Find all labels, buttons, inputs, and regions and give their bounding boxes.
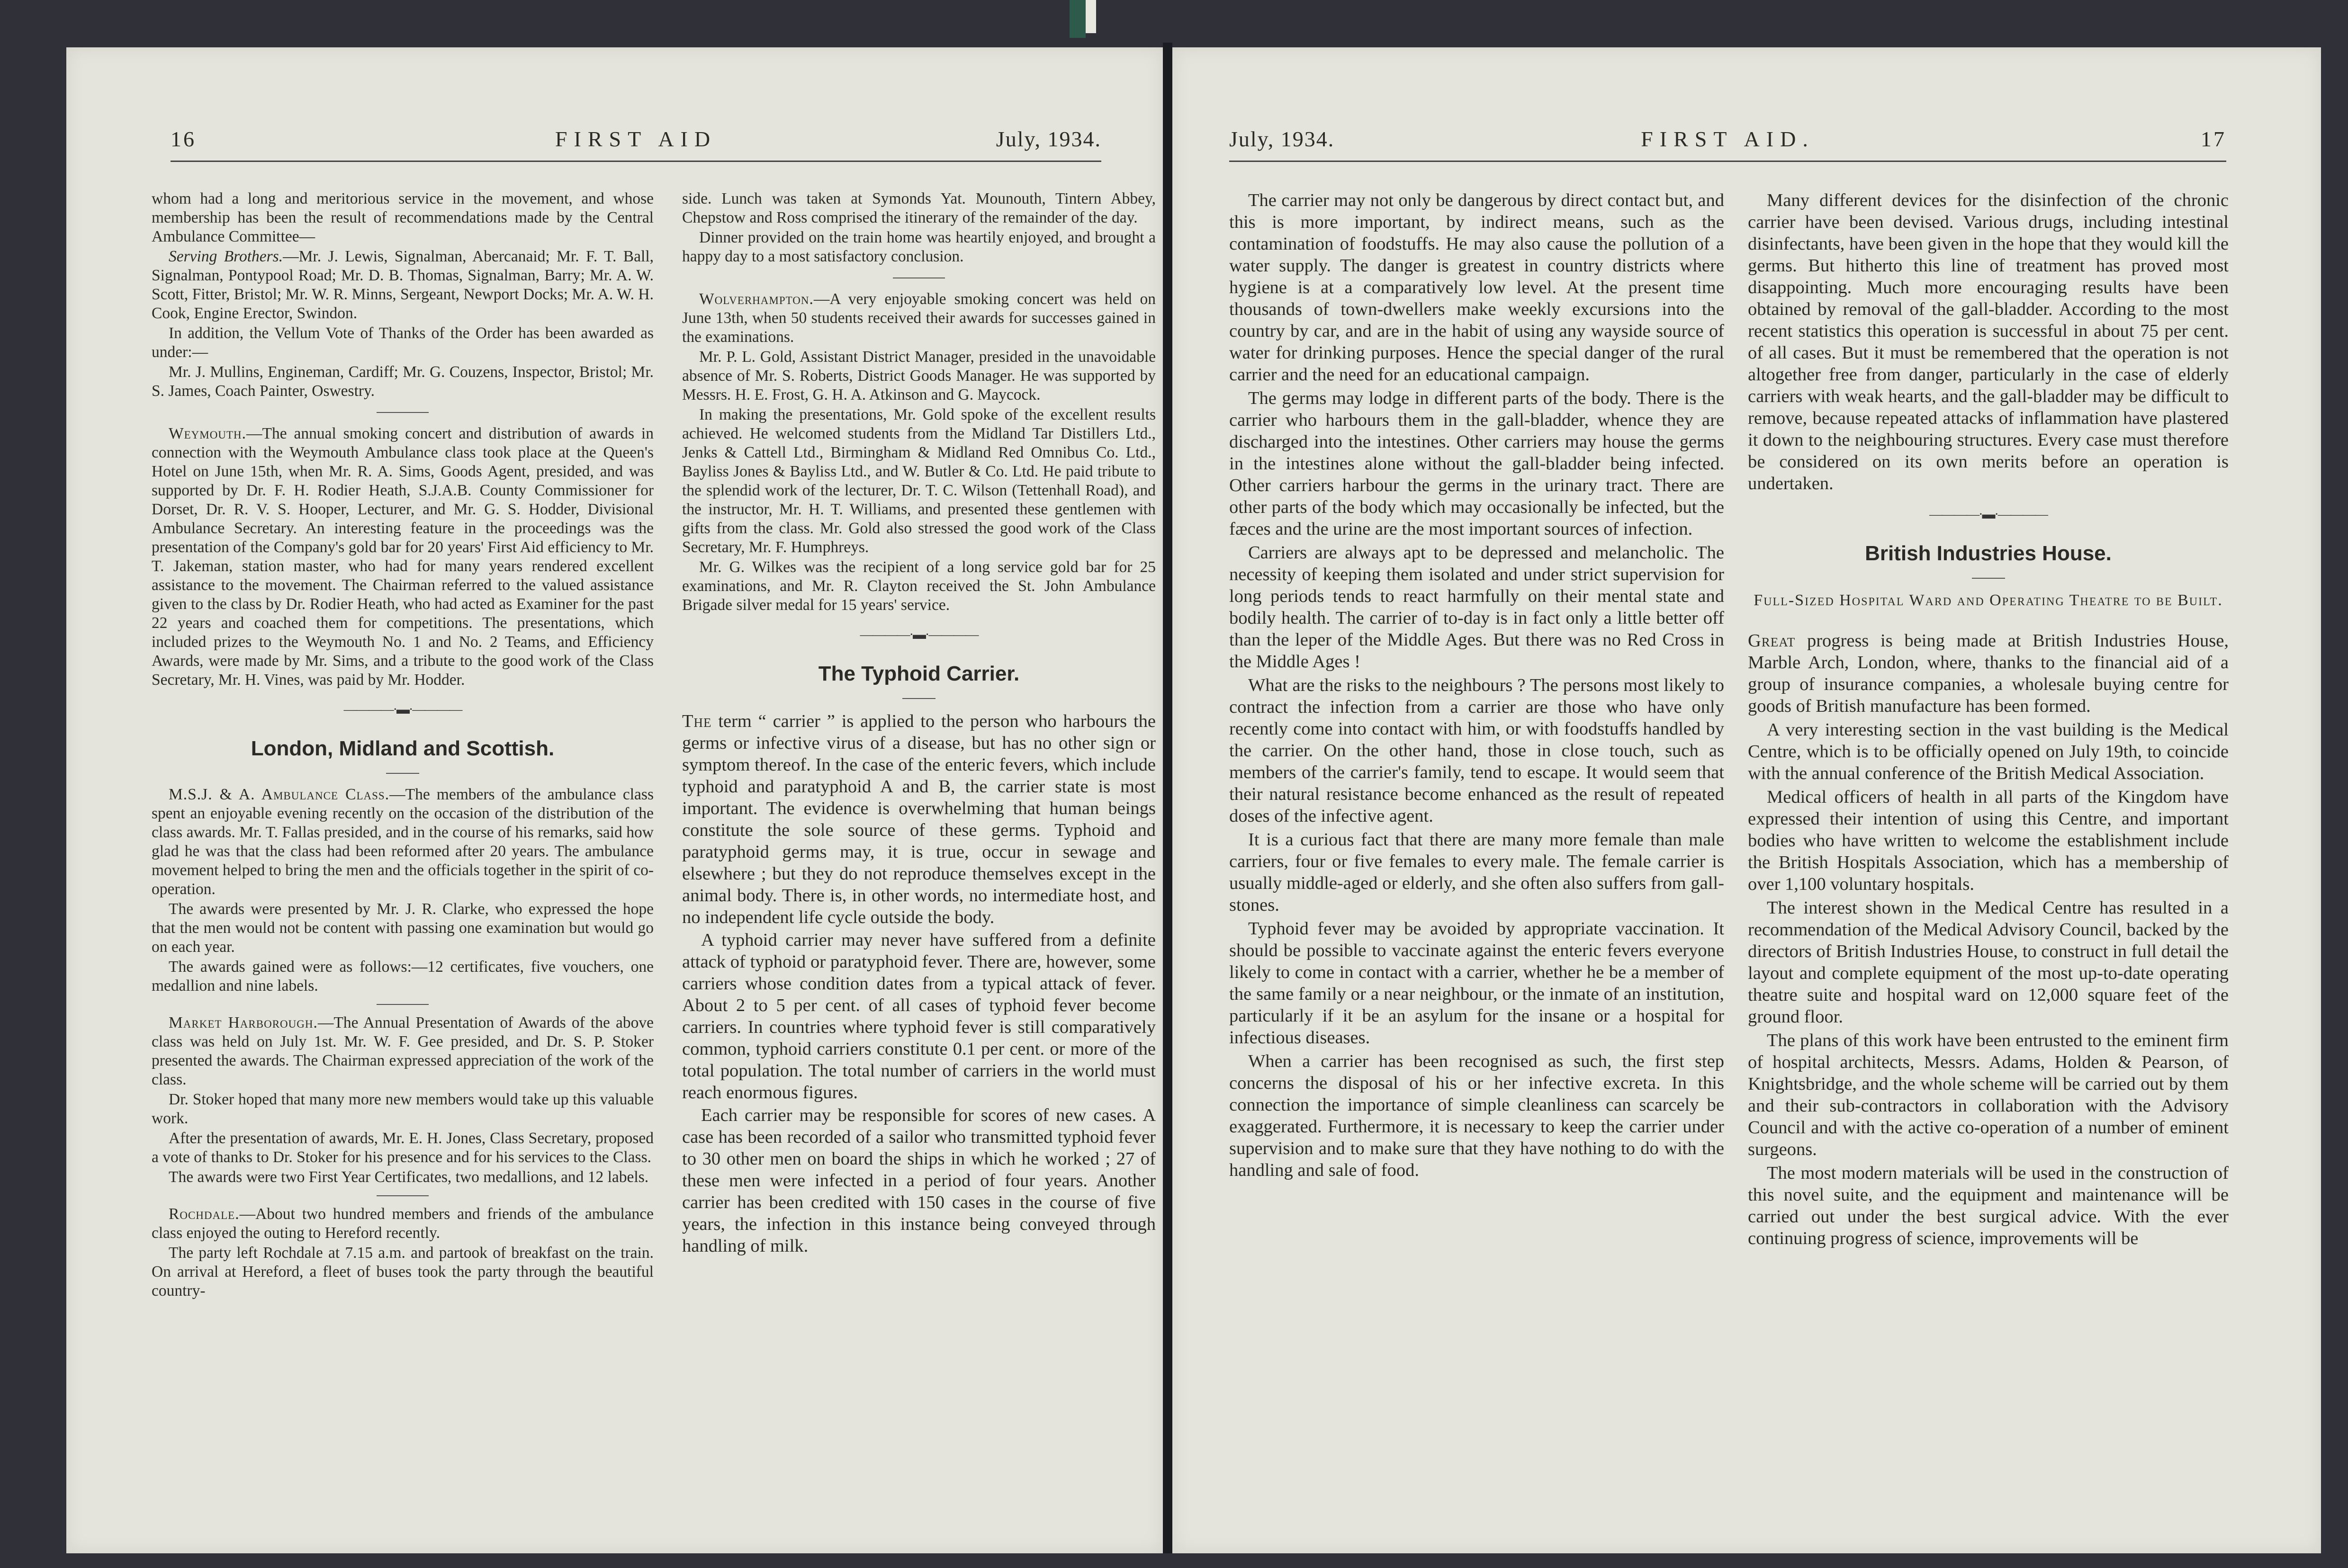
paragraph: Each carrier may be responsible for scores of new cases. A case has been recorded of a sailor who transmitted typhoid fever to 30 other men on board the ships in which he worked ; 27 of these men were infected in a period of four years. Another carrier has been credited with 150 cases in the course of five years, the infection in this instance being conveyed through handling of milk. <box>682 1105 1156 1256</box>
left-column-1 <box>152 189 654 1525</box>
paragraph: The most modern materials will be used in the construction of this novel suite, and the equipment and maintenance will be carried out under the best surgical advice. With the ever continuing progress of science, improvements will be <box>1748 1163 2229 1248</box>
bookmark-tab <box>1070 0 1086 38</box>
paragraph: Weymouth.—The annual smoking concert and distribution of awards in connection with the Weymouth Ambulance class took place at the Queen's Hotel on June 15th, when Mr. R. A. Sims, Goods Agent, presided, and was supported by Dr. F. H. Rodier Heath, S.J.A.B. County Commissioner for Dorset, Dr. R. V. S. Hooper, Lecturer, and Mr. G. S. Hodder, Divisional Ambulance Secretary. An interesting feature in the proceedings was the presentation of the Company's gold bar for 20 years' First Aid efficiency to Mr. T. Jakeman, station master, who had for many years rendered excellent assistance to the movement. The Chairman referred to the valued assistance given to the class by Dr. Rodier Heath, who had acted as Examiner for the past 22 years and coached them for competitions. The presentations, which included prizes to the Weymouth No. 1 and No. 2 Teams, and Efficiency Awards, were made by Mr. Sims, and a tribute to the good work of the Class Secretary, Mr. H. Vines, was paid by Mr. Hodder. <box>152 425 654 689</box>
paragraph: Serving Brothers.—Mr. J. Lewis, Signalman, Abercanaid; Mr. F. T. Ball, Signalman, Pontypool Road; Mr. D. B. Thomas, Signalman, Barry; Mr. A. W. Scott, Fitter, Bristol; Mr. W. R. Minns, Sergeant, Newport Docks; Mr. A. W. H. Cook, Engine Erector, Swindon. <box>152 248 654 322</box>
section-separator: ————·▬·———— <box>1929 507 2047 522</box>
right-column-1 <box>1229 189 1724 1525</box>
section-separator: ————·▬·———— <box>343 702 462 717</box>
issue-date: July, 1934. <box>996 127 1101 151</box>
divider <box>902 698 936 699</box>
paragraph: Carriers are always apt to be depressed and melancholic. The necessity of keeping them isolated and under strict supervision for long periods tends to react harmfully on their mental state and bodily health. The carrier of to-day is in fact only a little better off than the leper of the Middle Ages. But there was no Red Cross in the Middle Ages ! <box>1229 543 1724 672</box>
paragraph: What are the risks to the neighbours ? The persons most likely to contract the infection from a carrier are those who have only recently come into contact with him, or with foodstuffs handled by the carrier. On the other hand, those in close touch, such as members of the carrier's family, tend to escape. It would seem that their natural resistance become enhanced as the result of repeated doses of the infective agent. <box>1229 675 1724 826</box>
paragraph: The germs may lodge in different parts of the body. There is the carrier who harbours them in the gall-bladder, whence they are discharged into the intestines. Other carriers may house the germs in the intestines alone without the gall-bladder being infected. Other carriers harbour the germs in the urinary tract. There are other parts of the body which may occasionally be infected, but the fæces and the urine are the most important sources of infection. <box>1229 388 1724 539</box>
paragraph: The party left Rochdale at 7.15 a.m. and partook of breakfast on the train. On arrival at Hereford, a fleet of buses took the party through the beautiful country- <box>152 1244 654 1299</box>
paragraph: Medical officers of health in all parts of the Kingdom have expressed their intention of using this Centre, and important bodies who have written to welcome the establishment include the British Hospitals Association, which has a membership of over 1,100 voluntary hospitals. <box>1748 787 2229 894</box>
paragraph: side. Lunch was taken at Symonds Yat. Mounouth, Tintern Abbey, Chepstow and Ross comprised the itinerary of the remainder of the day. <box>682 190 1156 226</box>
article-body <box>682 710 1156 1257</box>
book-spine <box>1163 43 1172 1553</box>
left-column-2 <box>682 189 1156 1525</box>
header-rule <box>1229 161 2226 162</box>
section-heading: The Typhoid Carrier. <box>818 662 1020 685</box>
paragraph: The term “ carrier ” is applied to the person who harbours the germs or infective virus of a disease, but has no other sign or symptom thereof. In the case of the enteric fevers, which include typhoid and paratyphoid A and B, the carrier state is most important. The evidence is overwhelming that human beings constitute the sole source of these germs. Typhoid and paratyphoid germs may, it is true, occur in sewage and elsewhere ; but they do not reproduce themselves except in the animal body. There is, in other words, no intermediate host, and no independent life cycle outside the body. <box>682 711 1156 927</box>
header-rule <box>171 161 1101 162</box>
paragraph: Wolverhampton.—A very enjoyable smoking concert was held on June 13th, when 50 students received their awards for successes gained in the examinations. <box>682 290 1156 346</box>
paragraph: A typhoid carrier may never have suffered from a definite attack of typhoid or paratyphoid fever. There are, however, some carriers whose condition dates from a typical attack of fever. About 2 to 5 per cent. of all cases of typhoid fever become carriers. In countries where typhoid fever is still comparatively common, typhoid carriers constitute 0.1 per cent. or more of the total population. The total number of carriers in the world must reach enormous figures. <box>682 930 1156 1102</box>
paragraph: Market Harborough.—The Annual Presentation of Awards of the above class was held on July 1st. Mr. W. F. Gee presided, and Dr. S. P. Stoker presented the awards. The Chairman expressed appreciation of the work of the class. <box>152 1014 654 1088</box>
paragraph: In addition, the Vellum Vote of Thanks of the Order has been awarded as under:— <box>152 324 654 361</box>
section-separator: ————·▬·———— <box>860 627 978 642</box>
left-page <box>66 47 1163 1553</box>
paragraph: M.S.J. & A. Ambulance Class.—The members of the ambulance class spent an enjoyable evening recently on the occasion of the distribution of the class awards. Mr. T. Fallas presided, and in the course of his remarks, said how glad he was that the class had been reformed after 20 years. The ambulance movement helped to bring the men and the officials together in the spirit of co-operation. <box>152 786 654 898</box>
issue-date: July, 1934. <box>1229 127 1335 151</box>
paragraph: Typhoid fever may be avoided by appropriate vaccination. It should be possible to vaccinate against the enteric fevers everyone likely to come in contact with a carrier, whether he be a member of the same family or a near neighbour, or the inmate of an institution, particularly if it be an asylum for the insane or a hospital for infectious diseases. <box>1229 919 1724 1048</box>
paragraph: The carrier may not only be dangerous by direct contact but, and this is more important, by indirect means, such as the contamination of foodstuffs. He may also cause the pollution of a water supply. The danger is greatest in country districts where hygiene is at a comparatively low level. At the present time thousands of town-dwellers make weekly excursions into the country by car, and are in the habit of using any wayside source of water for drinking purposes. Hence the special danger of the rural carrier and the need for an educational campaign. <box>1229 190 1724 385</box>
right-page-header <box>1229 100 2226 162</box>
right-column-2 <box>1748 189 2229 1525</box>
paragraph: Many different devices for the disinfection of the chronic carrier have been devised. Various drugs, including intestinal disinfectants, have been given in the hope that they would kill the germs. But hitherto this line of treatment has proved most disappointing. Much more encouraging results have been obtained by removal of the gall-bladder. According to the most recent statistics this operation is successful in about 75 per cent. of all cases. But it must be remembered that the operation is not altogether free from danger, particularly in the case of elderly carriers with weak hearts, and the gall-bladder may be difficult to remove, because repeated attacks of inflammation have plastered it down to the neighbouring structures. Every case must therefore be considered on its own merits before an operation is undertaken. <box>1748 190 2229 493</box>
section-heading: London, Midland and Scottish. <box>251 737 555 760</box>
section-heading: British Industries House. <box>1865 542 2112 565</box>
left-page-header <box>171 100 1101 162</box>
right-page <box>1172 47 2321 1553</box>
paragraph: It is a curious fact that there are many more female than male carriers, four or five females to every male. The female carrier is usually middle-aged or elderly, and she often also suffers from gall-stones. <box>1229 830 1724 915</box>
paragraph: The plans of this work have been entrusted to the eminent firm of hospital architects, Messrs. Adams, Holden & Pearson, of Knightsbridge, and the whole scheme will be carried out by them and their sub-contractors in collaboration with the Advisory Council and with the active co-operation of a number of eminent surgeons. <box>1748 1030 2229 1159</box>
bookmark-paper <box>1086 0 1096 33</box>
paragraph: The awards were two First Year Certificates, two medallions, and 12 labels. <box>169 1168 649 1186</box>
paragraph: A very interesting section in the vast building is the Medical Centre, which is to be officially opened on July 19th, to coincide with the annual conference of the British Medical Association. <box>1748 720 2229 783</box>
paragraph: In making the presentations, Mr. Gold spoke of the excellent results achieved. He welcomed students from the Midland Tar Distillers Ltd., Jenks & Cattell Ltd., Birmingham & Midland Red Omnibus Co. Ltd., Bayliss Jones & Bayliss Ltd., and W. Butler & Co. Ltd. He paid tribute to the splendid work of the lecturer, Dr. T. C. Wilson (Tettenhall Road), and the instructor, Mr. H. T. Williams, and presented these gentlemen with gifts from the class. Mr. Gold also stressed the good work of the Class Secretary, Mr. F. Humphreys. <box>682 406 1156 556</box>
divider <box>1972 578 2005 579</box>
page-number: 16 <box>171 127 196 151</box>
paragraph: Rochdale.—About two hundred members and friends of the ambulance class enjoyed the outing to Hereford recently. <box>152 1205 654 1242</box>
divider <box>386 773 419 774</box>
paragraph: Dr. Stoker hoped that many more new members would take up this valuable work. <box>152 1091 654 1127</box>
masthead: FIRST AID. <box>1641 127 1815 151</box>
paragraph: whom had a long and meritorious service in the movement, and whose membership has been the result of recommendations made by the Central Ambulance Committee— <box>152 190 654 245</box>
paragraph: Dinner provided on the train home was heartily enjoyed, and brought a happy day to a most satisfactory conclusion. <box>682 229 1156 265</box>
masthead: FIRST AID <box>555 127 717 151</box>
divider <box>377 412 429 413</box>
section-subheading: Full-Sized Hospital Ward and Operating Theatre to be Built. <box>1754 591 2223 609</box>
page-number: 17 <box>2201 127 2226 151</box>
paragraph: The awards were presented by Mr. J. R. Clarke, who expressed the hope that the men would not be content with passing one examination but would go on each year. <box>152 900 654 956</box>
paragraph: When a carrier has been recognised as such, the first step concerns the disposal of his or her infective excreta. In this connection the importance of simple cleanliness can scarcely be exaggerated. Furthermore, it is necessary to keep the carrier under supervision and to make sure that they have nothing to do with the handling and sale of food. <box>1229 1051 1724 1180</box>
paragraph: Mr. P. L. Gold, Assistant District Manager, presided in the unavoidable absence of Mr. S. Roberts, District Goods Manager. He was supported by Messrs. H. E. Frost, G. H. A. Atkinson and G. Maycock. <box>682 348 1156 403</box>
paragraph: After the presentation of awards, Mr. E. H. Jones, Class Secretary, proposed a vote of thanks to Dr. Stoker for his presence and for his services to the Class. <box>152 1129 654 1166</box>
paragraph: The awards gained were as follows:—12 certificates, five vouchers, one medallion and nine labels. <box>152 958 654 995</box>
divider <box>377 1195 429 1196</box>
paragraph: Great progress is being made at British Industries House, Marble Arch, London, where, thanks to the financial aid of a group of insurance companies, a wholesale buying centre for goods of British manufacture has been formed. <box>1748 631 2229 716</box>
divider <box>377 1004 429 1005</box>
paragraph: The interest shown in the Medical Centre has resulted in a recommendation of the Medical Advisory Council, backed by the directors of British Industries House, to construct in full detail the layout and complete equipment of the most up-to-date operating theatre suite and hospital ward on 12,000 square feet of the ground floor. <box>1748 898 2229 1027</box>
paragraph: Mr. J. Mullins, Engineman, Cardiff; Mr. G. Couzens, Inspector, Bristol; Mr. S. James, Coach Painter, Oswestry. <box>152 363 654 400</box>
paragraph: Mr. G. Wilkes was the recipient of a long service gold bar for 25 examinations, and Mr. R. Clayton received the St. John Ambulance Brigade silver medal for 15 years' service. <box>682 558 1156 614</box>
